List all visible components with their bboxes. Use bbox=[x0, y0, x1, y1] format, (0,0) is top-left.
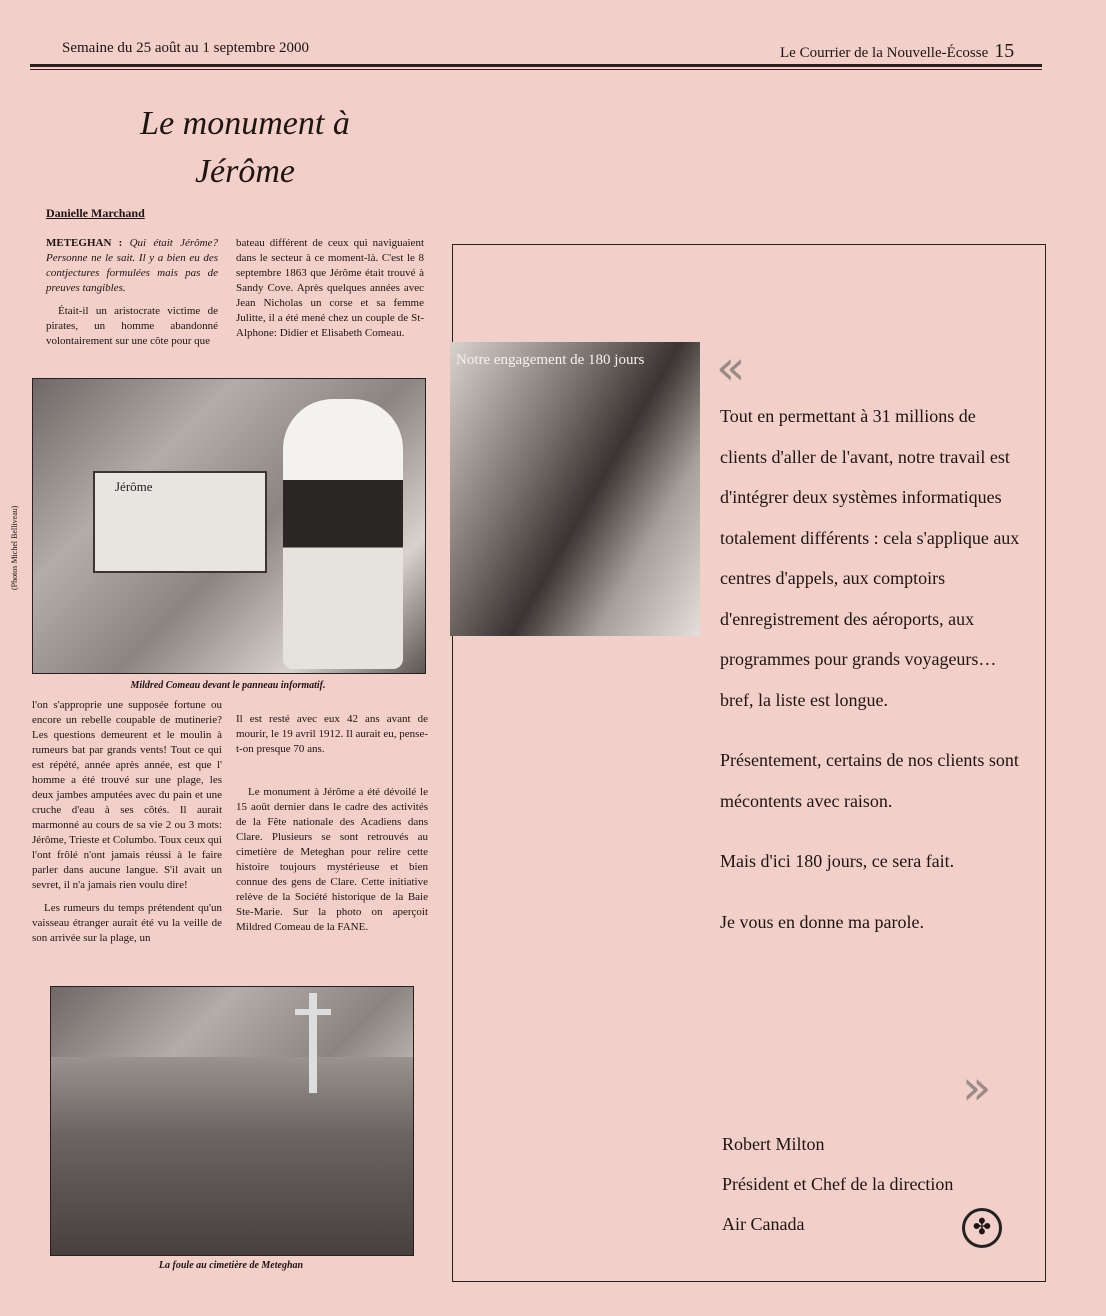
ad-photo-title: Notre engagement de 180 jours bbox=[456, 352, 645, 368]
paragraph-3: l'on s'approprie une supposée fortune ou encore un rebelle coupable de mutinerie? Les questions demeurent et le moulin à rumeurs bat par grands vents! Tout ce qui est répété, année après année, est que l' homme a été trouvé sur une plage, les deux jambes amputées avec du pain et une cruche d'eau à ses côtés. Il aurait marmonné au cours de sa vie 2 ou 3 mots: Jérôme, Trieste et Columbo. Toux ceux qui l'ont frôlé n'ont jamais réussi à le faire parler dans aucune langue. S'il avait un sevret, il n'a jamais rien voulu dire! bbox=[32, 699, 222, 891]
paragraph-6: Le monument à Jérôme a été dévoilé le 15 août dernier dans le cadre des activités de la Fête nationale des Acadiens dans Clare. Plusieurs se sont retrouvés au cimetière de Meteghan pour relire cette histoire toujours mystérieuse et bien connue des gens de Clare. Cette initiative relève de la Société historique de la Baie Ste-Marie. Sur la photo on aperçoit Mildred Comeau de la FANE. bbox=[236, 786, 428, 933]
paragraph-5: Il est resté avec eux 42 ans avant de mourir, le 19 avril 1912. Il aurait eu, pense-t-on presque 70 ans. bbox=[236, 713, 428, 755]
info-panel-title: Jérôme bbox=[115, 479, 153, 494]
header-rule bbox=[30, 64, 1042, 67]
crowd bbox=[51, 1057, 413, 1255]
person-figure bbox=[283, 399, 403, 669]
byline: Danielle Marchand bbox=[46, 206, 145, 220]
title-line-2: Jérôme bbox=[194, 153, 296, 190]
ad-photo-call-center bbox=[450, 342, 700, 636]
header-paper bbox=[780, 40, 1014, 63]
paragraph-1: Était-il un aristocrate victime de pirates, un homme abandonné volontairement sur une côte pour que bbox=[46, 305, 218, 347]
paragraph-4: Les rumeurs du temps prétendent qu'un vaisseau étranger aurait été vu la veille de son arrivée sur la plage, un bbox=[32, 902, 222, 944]
cross-bar bbox=[295, 1009, 331, 1015]
ad-paragraph-1: Tout en permettant à 31 millions de clients d'aller de l'avant, notre travail est d'intégrer deux systèmes informatiques totalement différents : cela s'applique aux centres d'appels, aux comptoirs d'enregistrement des aéroports, aux programmes pour grands voyageurs… bref, la liste est longue. bbox=[720, 406, 1020, 710]
quote-close: » bbox=[962, 1060, 992, 1116]
column-1-bottom bbox=[32, 698, 222, 954]
caption-1: Mildred Comeau devant le panneau informatif. bbox=[130, 680, 326, 691]
article-title bbox=[60, 100, 430, 196]
page-number: 15 bbox=[994, 40, 1015, 62]
lead-paragraph bbox=[46, 236, 218, 296]
maple-leaf-icon: ✤ bbox=[962, 1208, 1002, 1248]
lead-place: METEGHAN : bbox=[46, 237, 123, 249]
ad-body bbox=[720, 396, 1020, 942]
column-1-top bbox=[46, 236, 218, 357]
column-2-top bbox=[236, 236, 424, 349]
signer-role: Président et Chef de la direction bbox=[722, 1174, 954, 1194]
header-rule-thin bbox=[30, 69, 1042, 70]
lead-italic: Qui était Jérôme? Personne ne le sait. Il y a bien eu des contjectures formulées mais pas de preuves tangibles. bbox=[46, 237, 218, 294]
photo-mildred-comeau bbox=[32, 378, 426, 674]
caption-2: La foule au cimetière de Meteghan bbox=[158, 1260, 304, 1271]
header-date: Semaine du 25 août au 1 septembre 2000 bbox=[62, 40, 310, 56]
ad-paragraph-2: Présentement, certains de nos clients sont mécontents avec raison. bbox=[720, 750, 1019, 811]
newspaper-name: Le Courrier de la Nouvelle-Écosse bbox=[780, 45, 989, 61]
paragraph-2: bateau différent de ceux qui naviguaient dans le secteur à ce moment-là. C'est le 8 septembre 1863 que Jérôme était trouvé à Sandy Cove. Après quelques années avec Jean Nicholas un corse et sa femme Julitte, il a été mené chez un couple de St-Alphone: Didier et Elisabeth Comeau. bbox=[236, 237, 424, 339]
signer-company: Air Canada bbox=[722, 1214, 805, 1234]
cross bbox=[309, 993, 317, 1093]
photo-cemetery-crowd bbox=[50, 986, 414, 1256]
column-2-bottom bbox=[236, 712, 428, 943]
signer-name: Robert Milton bbox=[722, 1134, 825, 1154]
ad-paragraph-3: Mais d'ici 180 jours, ce sera fait. bbox=[720, 851, 955, 871]
photo-credit: (Photos Michel Belliveau) bbox=[10, 505, 19, 590]
quote-open: « bbox=[716, 340, 746, 396]
title-line-1: Le monument à bbox=[140, 105, 350, 142]
ad-paragraph-4: Je vous en donne ma parole. bbox=[720, 911, 924, 932]
